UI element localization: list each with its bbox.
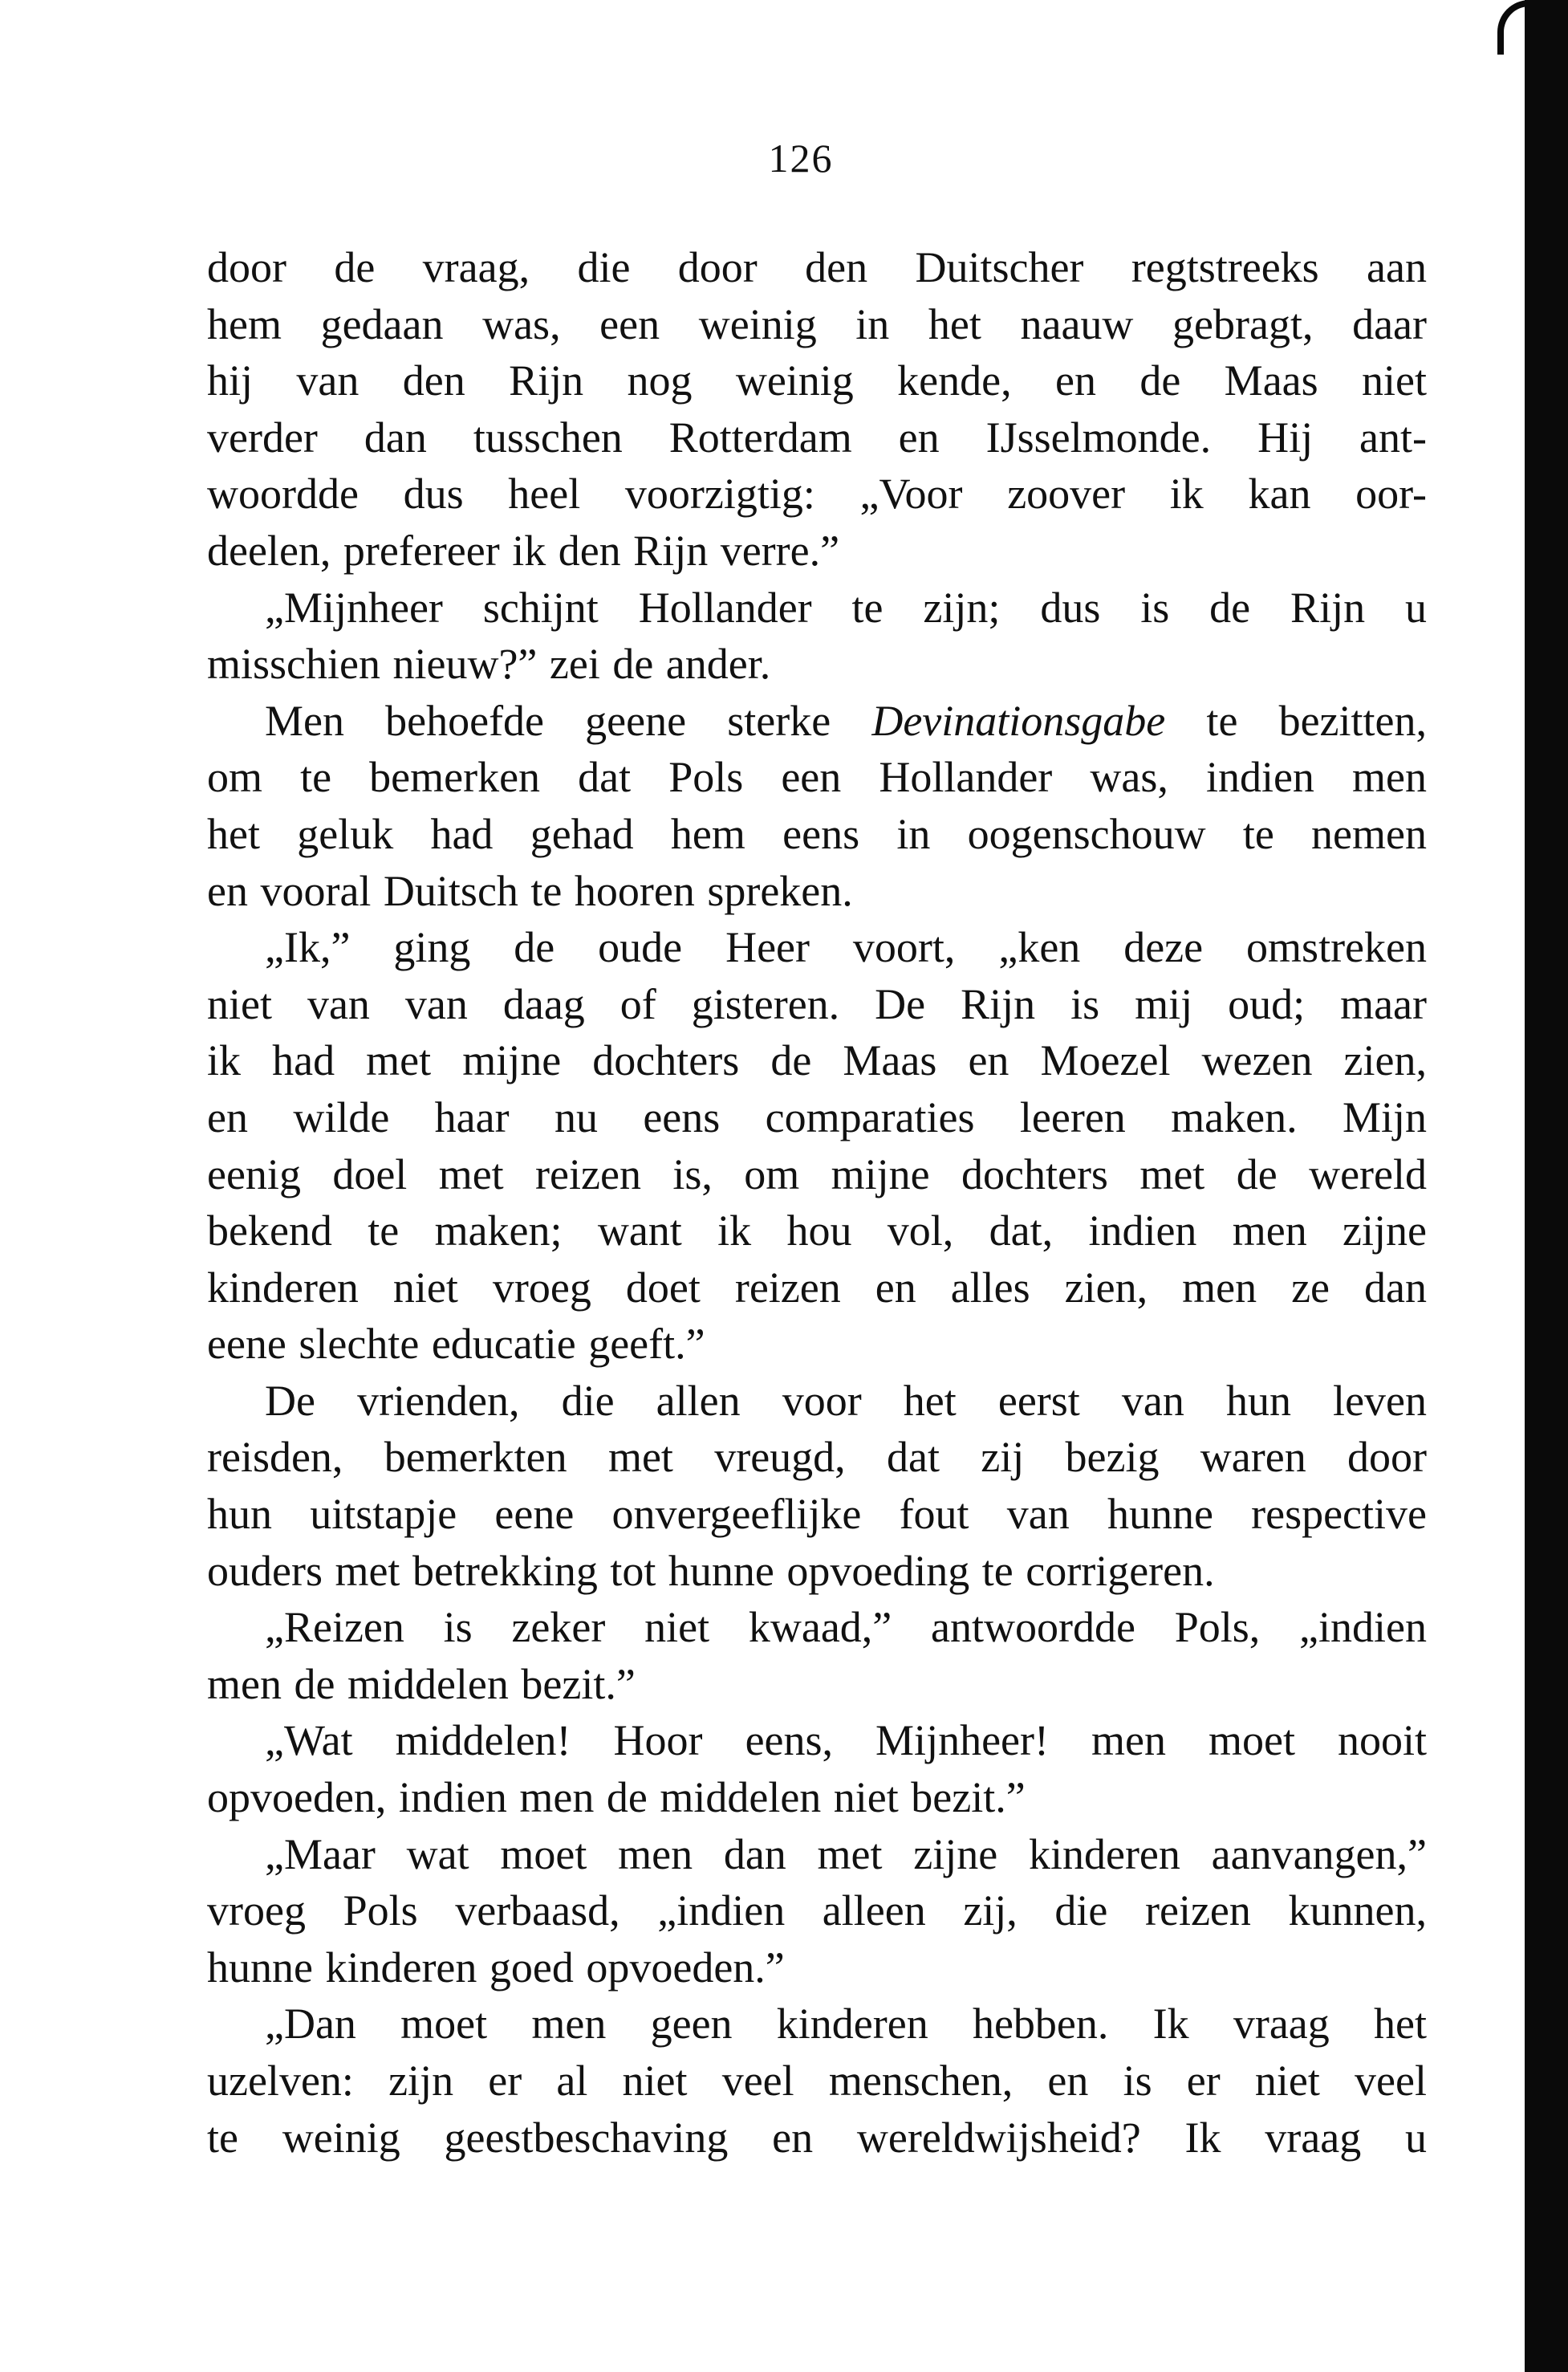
- text-line: verder dan tusschen Rotterdam en IJsselmonde. Hij ant-: [207, 413, 1427, 462]
- paragraph: [207, 1599, 1427, 1712]
- text-line: men de middelen bezit.”: [207, 1659, 636, 1708]
- paragraph: [207, 1996, 1427, 2166]
- paragraph: [207, 919, 1427, 1373]
- text-line: ouders met betrekking tot hunne opvoeding te corrigeren.: [207, 1546, 1215, 1595]
- text-line: „Wat middelen! Hoor eens, Mijnheer! men moet nooit: [265, 1716, 1427, 1765]
- text-line: woordde dus heel voorzigtig: „Voor zoover ik kan oor-: [207, 470, 1427, 519]
- scan-edge-shadow: [1525, 0, 1568, 2372]
- text-line: hij van den Rijn nog weinig kende, en de Maas niet: [207, 356, 1427, 405]
- text-line: eene slechte educatie geeft.”: [207, 1320, 705, 1369]
- text-line: „Ik,” ging de oude Heer voort, „ken deze omstreken: [265, 923, 1427, 972]
- text-line: reisden, bemerkten met vreugd, dat zij bezig waren door: [207, 1433, 1427, 1482]
- text-line: „Mijnheer schijnt Hollander te zijn; dus is de Rijn u: [265, 583, 1427, 632]
- text-line: De vrienden, die allen voor het eerst van hun leven: [265, 1376, 1427, 1425]
- text-segment: Men behoefde geene sterke: [265, 696, 872, 745]
- text-line: en vooral Duitsch te hooren spreken.: [207, 866, 853, 915]
- body-text: [207, 239, 1427, 2166]
- paragraph: [207, 1712, 1427, 1825]
- text-line: hem gedaan was, een weinig in het naauw gebragt, daar: [207, 299, 1427, 348]
- text-line: om te bemerken dat Pols een Hollander was, indien men: [207, 753, 1427, 802]
- text-line: niet van van daag of gisteren. De Rijn is mij oud; maar: [207, 979, 1427, 1028]
- paragraph: [207, 1826, 1427, 1996]
- text-line: door de vraag, die door den Duitscher regtstreeks aan: [207, 243, 1427, 291]
- text-line: misschien nieuw?” zei de ander.: [207, 640, 771, 689]
- italic-term: Devinationsgabe: [871, 696, 1166, 745]
- text-line: uzelven: zijn er al niet veel menschen, en is er niet veel: [207, 2057, 1427, 2105]
- text-line: hunne kinderen goed opvoeden.”: [207, 1943, 785, 1992]
- text-line: en wilde haar nu eens comparaties leeren maken. Mijn: [207, 1092, 1427, 1141]
- text-line: vroeg Pols verbaasd, „indien alleen zij, die reizen kunnen,: [207, 1886, 1427, 1935]
- text-line: hun uitstapje eene onvergeeflijke fout van hunne respective: [207, 1490, 1427, 1539]
- text-segment: te bezitten,: [1165, 696, 1427, 745]
- text-line: „Dan moet men geen kinderen hebben. Ik vraag het: [265, 2000, 1427, 2049]
- paragraph: [207, 693, 1427, 919]
- paragraph: [207, 1373, 1427, 1599]
- text-line: het geluk had gehad hem eens in oogenschouw te nemen: [207, 809, 1427, 858]
- text-line: bekend te maken; want ik hou vol, dat, indien men zijne: [207, 1206, 1427, 1255]
- text-line: „Maar wat moet men dan met zijne kinderen aanvangen,”: [265, 1829, 1427, 1878]
- text-line: eenig doel met reizen is, om mijne dochters met de wereld: [207, 1149, 1427, 1198]
- paragraph: [207, 239, 1427, 580]
- text-line: opvoeden, indien men de middelen niet bezit.”: [207, 1773, 1026, 1822]
- text-line: te weinig geestbeschaving en wereldwijsheid? Ik vraag u: [207, 2113, 1427, 2162]
- text-line: deelen, prefereer ik den Rijn verre.”: [207, 526, 840, 575]
- paragraph: [207, 580, 1427, 693]
- page-number: 126: [768, 136, 834, 181]
- scan-edge-curve: [1497, 0, 1536, 55]
- text-line: kinderen niet vroeg doet reizen en alles zien, men ze dan: [207, 1263, 1427, 1312]
- text-line: ik had met mijne dochters de Maas en Moezel wezen zien,: [207, 1036, 1427, 1085]
- text-line: [207, 693, 1427, 750]
- text-line: „Reizen is zeker niet kwaad,” antwoordde Pols, „indien: [265, 1603, 1427, 1652]
